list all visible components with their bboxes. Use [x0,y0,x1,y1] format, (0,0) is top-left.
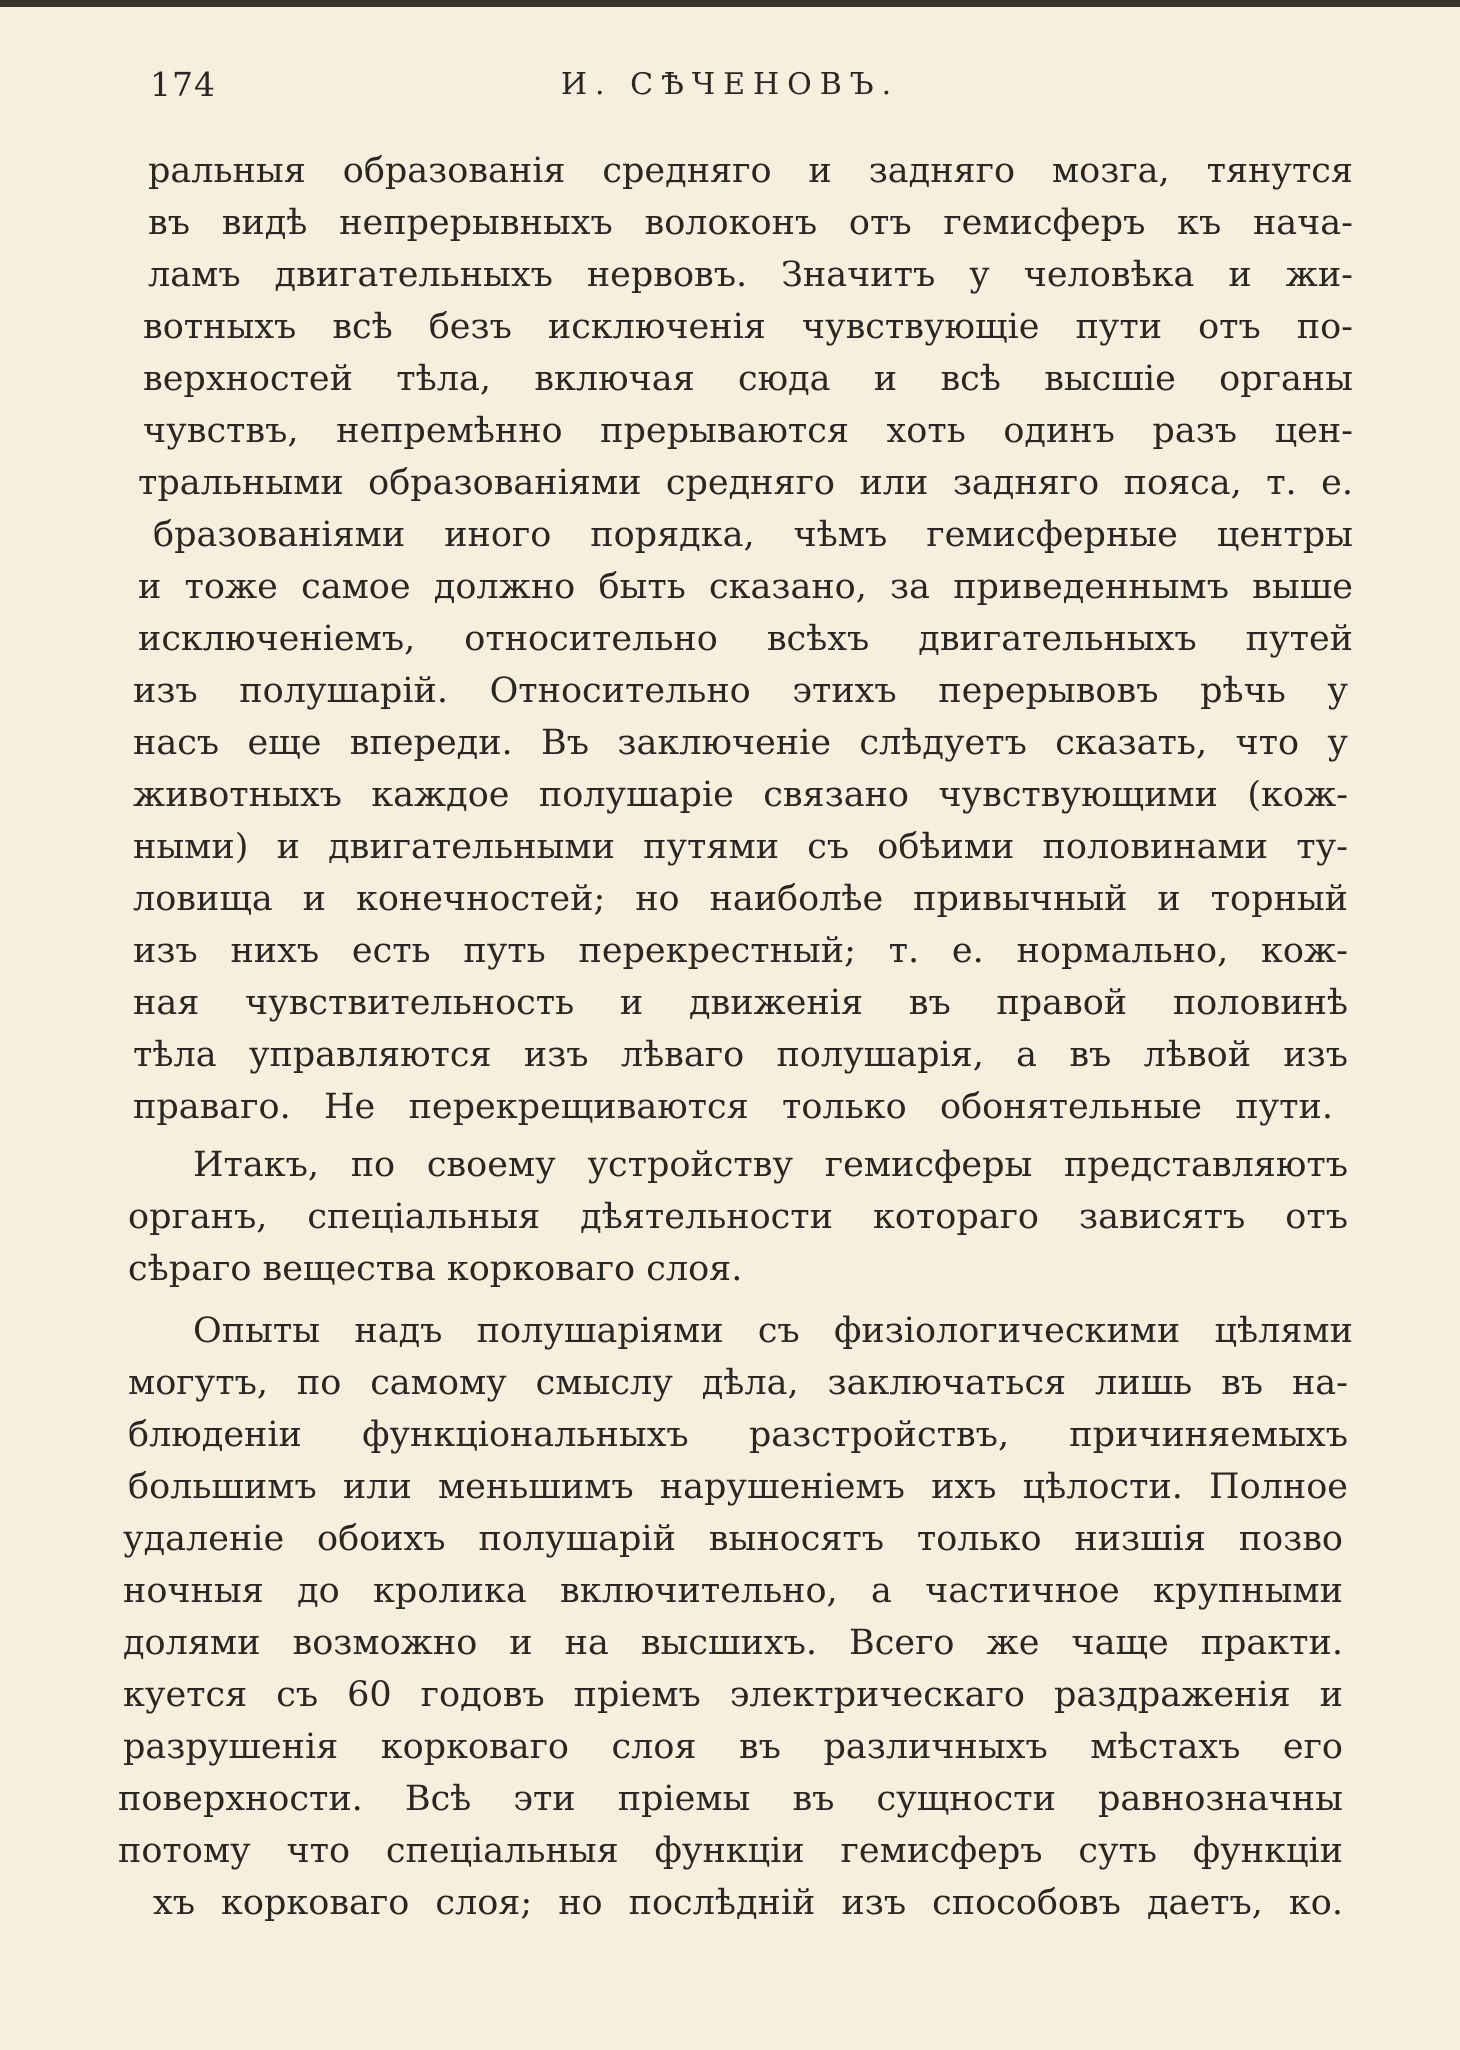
text-line: изъ полушарій. Относительно этихъ перерывовъ рѣчь у [133,671,1348,711]
text-line: тѣла управляются изъ лѣваго полушарія, а въ лѣвой изъ [133,1035,1348,1075]
text-line: потому что спеціальныя функціи гемисферъ суть функціи [118,1831,1343,1871]
text-line: въ видѣ непрерывныхъ волоконъ отъ гемисферъ къ нача- [148,203,1353,243]
text-line: Опыты надъ полушаріями съ физіологическими цѣлями [193,1311,1353,1351]
text-line: праваго. Не перекрещиваются только обонятельные пути. [133,1087,1333,1127]
text-line: Итакъ, по своему устройству гемисферы представляютъ [193,1145,1348,1185]
text-line: удаленіе обоихъ полушарій выносятъ только низшія позво [123,1519,1343,1559]
text-line: насъ еще впереди. Въ заключеніе слѣдуетъ сказать, что у [133,723,1348,763]
text-line: и тоже самое должно быть сказано, за приведеннымъ выше [138,567,1353,607]
text-line: поверхности. Всѣ эти пріемы въ сущности равнозначны [118,1779,1343,1819]
text-line: куется съ 60 годовъ пріемъ электрическаго раздраженія и [123,1675,1343,1715]
text-line: ными) и двигательными путями съ обѣими половинами ту- [133,827,1348,867]
text-line: изъ нихъ есть путь перекрестный; т. е. нормально, кож- [133,931,1348,971]
page-number: 174 [150,65,216,104]
text-line: тральными образованіями средняго или задняго пояса, т. е. [138,463,1353,503]
page-header [0,60,1460,110]
text-line: верхностей тѣла, включая сюда и всѣ высшіе органы [143,359,1353,399]
text-line: животныхъ каждое полушаріе связано чувствующими (кож- [133,775,1348,815]
text-line: большимъ или меньшимъ нарушеніемъ ихъ цѣлости. Полное [128,1467,1348,1507]
text-line: ламъ двигательныхъ нервовъ. Значитъ у человѣка и жи- [148,255,1353,295]
text-line: хъ корковаго слоя; но послѣдній изъ способовъ даетъ, ко. [153,1883,1343,1923]
text-line: исключеніемъ, относительно всѣхъ двигательныхъ путей [138,619,1353,659]
text-line: разрушенія корковаго слоя въ различныхъ мѣстахъ его [123,1727,1343,1767]
top-rule [0,0,1460,7]
text-line: ловища и конечностей; но наиболѣе привычный и торный [133,879,1348,919]
text-line: ночныя до кролика включительно, а частичное крупными [123,1571,1343,1611]
text-line: ральныя образованія средняго и задняго мозга, тянутся [148,151,1353,191]
text-line: чувствъ, непремѣнно прерываются хоть одинъ разъ цен- [143,411,1353,451]
text-line: долями возможно и на высшихъ. Всего же чаще практи. [123,1623,1343,1663]
text-line: ная чувствительность и движенія въ правой половинѣ [133,983,1348,1023]
text-line: бразованіями иного порядка, чѣмъ гемисферные центры [153,515,1353,555]
text-line: вотныхъ всѣ безъ исключенія чувствующіе пути отъ по- [143,307,1353,347]
text-line: сѣраго вещества корковаго слоя. [128,1249,743,1289]
running-head: И. СѢЧЕНОВЪ. [560,67,900,102]
text-line: блюденіи функціональныхъ разстройствъ, причиняемыхъ [128,1415,1348,1455]
text-line: могутъ, по самому смыслу дѣла, заключаться лишь въ на- [128,1363,1348,1403]
text-line: органъ, спеціальныя дѣятельности котораго зависятъ отъ [128,1197,1348,1237]
